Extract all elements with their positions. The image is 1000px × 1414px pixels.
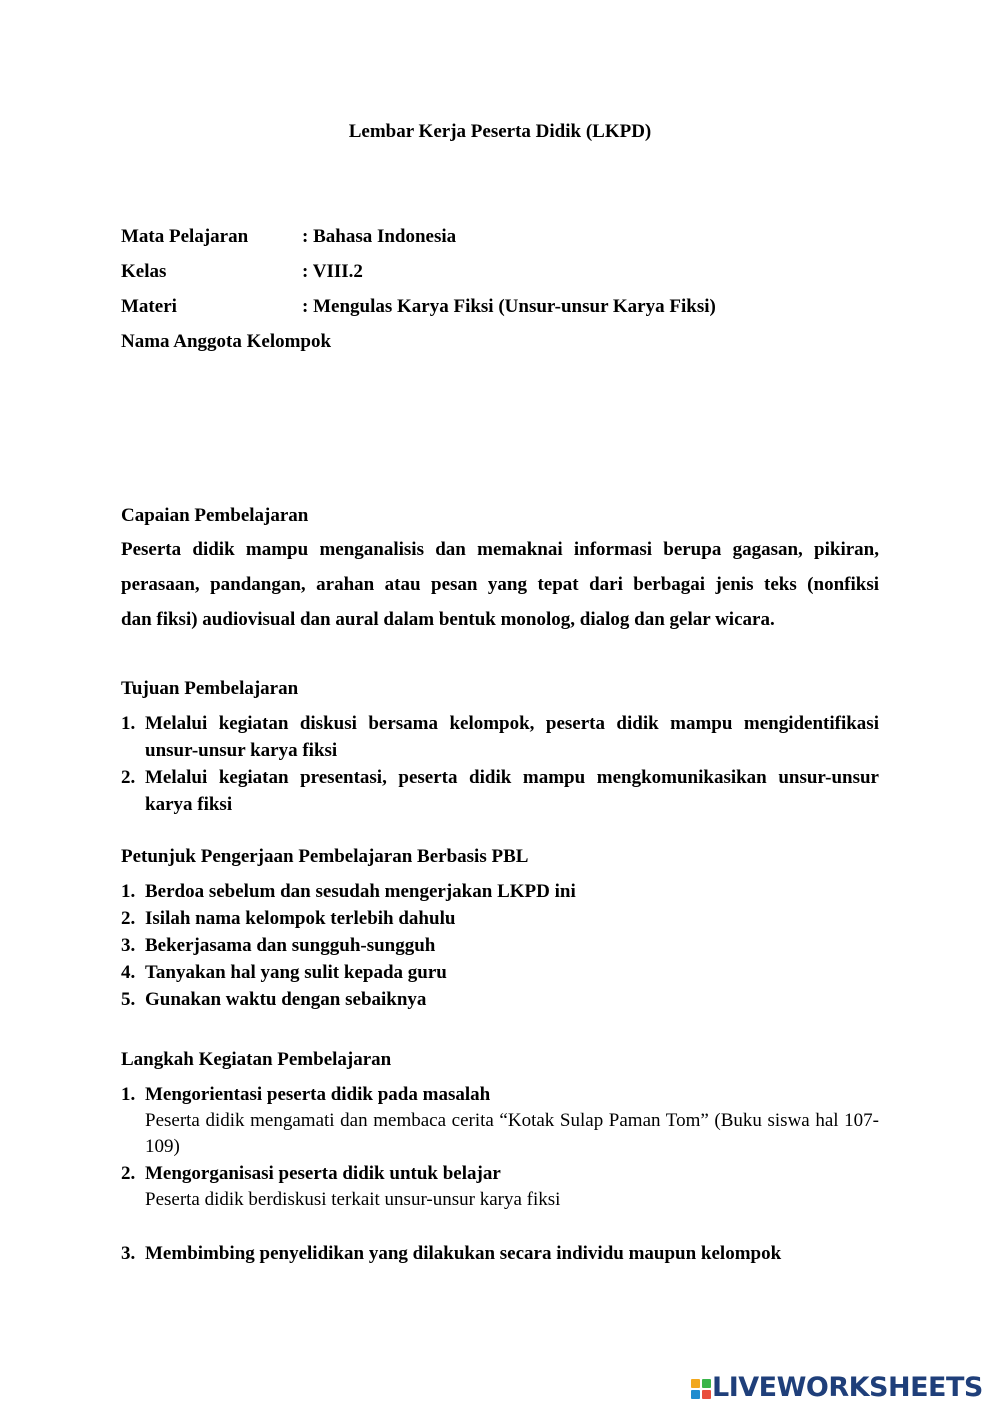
- document-title: Lembar Kerja Peserta Didik (LKPD): [348, 121, 652, 142]
- list-number: 1.: [121, 881, 136, 902]
- langkah-list: [121, 1081, 879, 1267]
- list-number: 4.: [121, 962, 136, 983]
- list-text: Tanyakan hal yang sulit kepada guru: [145, 962, 447, 983]
- info-label-class: Kelas: [121, 261, 167, 282]
- heading-langkah: Langkah Kegiatan Pembelajaran: [121, 1049, 392, 1070]
- list-text: Melalui kegiatan presentasi, peserta didik mampu mengkomunikasikan unsur-unsur karya fiksi: [145, 767, 879, 815]
- list-subtext: Peserta didik berdiskusi terkait unsur-unsur karya fiksi: [145, 1189, 561, 1210]
- liveworksheets-logo-icon: [690, 1378, 712, 1400]
- list-item: [121, 905, 879, 932]
- petunjuk-list: [121, 878, 879, 1013]
- list-number: 2.: [121, 767, 136, 788]
- list-text: Mengorientasi peserta didik pada masalah: [145, 1084, 491, 1105]
- liveworksheets-brand: [690, 1374, 990, 1406]
- capaian-line: perasaan, pandangan, arahan atau pesan yang tepat dari berbagai jenis teks (nonfiksi: [121, 574, 879, 595]
- tujuan-list: [121, 710, 879, 818]
- list-text: Berdoa sebelum dan sesudah mengerjakan LKPD ini: [145, 881, 576, 902]
- list-item: [121, 1081, 879, 1160]
- info-value-material: : Mengulas Karya Fiksi (Unsur-unsur Karya Fiksi): [302, 296, 716, 317]
- list-text: Gunakan waktu dengan sebaiknya: [145, 989, 427, 1010]
- list-number: 3.: [121, 1243, 136, 1264]
- list-number: 1.: [121, 1084, 136, 1105]
- list-text: Isilah nama kelompok terlebih dahulu: [145, 908, 456, 929]
- list-item: [121, 878, 879, 905]
- list-number: 2.: [121, 908, 136, 929]
- info-label-subject: Mata Pelajaran: [121, 226, 249, 247]
- heading-tujuan: Tujuan Pembelajaran: [121, 678, 299, 699]
- list-text: Bekerjasama dan sungguh-sungguh: [145, 935, 436, 956]
- list-item: [121, 986, 879, 1013]
- info-value-subject: : Bahasa Indonesia: [302, 226, 457, 247]
- list-item: [121, 1160, 879, 1213]
- list-text: Membimbing penyelidikan yang dilakukan secara individu maupun kelompok: [145, 1243, 782, 1264]
- info-label-material: Materi: [121, 296, 177, 317]
- info-label-group-members: Nama Anggota Kelompok: [121, 331, 332, 352]
- list-number: 3.: [121, 935, 136, 956]
- list-number: 1.: [121, 713, 136, 734]
- heading-capaian: Capaian Pembelajaran: [121, 505, 309, 526]
- list-item: [121, 932, 879, 959]
- list-text: Melalui kegiatan diskusi bersama kelompok, peserta didik mampu mengidentifikasi unsur-unsur karya fiksi: [145, 713, 879, 761]
- capaian-paragraph: [121, 532, 879, 637]
- capaian-line: Peserta didik mampu menganalisis dan memaknai informasi berupa gagasan, pikiran,: [121, 539, 879, 560]
- list-item: [121, 1240, 879, 1267]
- list-number: 2.: [121, 1163, 136, 1184]
- list-item: [121, 710, 879, 764]
- capaian-line: dan fiksi) audiovisual dan aural dalam bentuk monolog, dialog dan gelar wicara.: [121, 609, 775, 630]
- brand-text: LIVEWORKSHEETS: [712, 1372, 983, 1403]
- list-subtext: Peserta didik mengamati dan membaca cerita “Kotak Sulap Paman Tom” (Buku siswa hal 107-109): [145, 1110, 879, 1157]
- list-item: [121, 959, 879, 986]
- list-number: 5.: [121, 989, 136, 1010]
- list-text: Mengorganisasi peserta didik untuk belajar: [145, 1163, 501, 1184]
- list-item: [121, 764, 879, 818]
- heading-petunjuk: Petunjuk Pengerjaan Pembelajaran Berbasis PBL: [121, 846, 529, 867]
- info-value-class: : VIII.2: [302, 261, 363, 282]
